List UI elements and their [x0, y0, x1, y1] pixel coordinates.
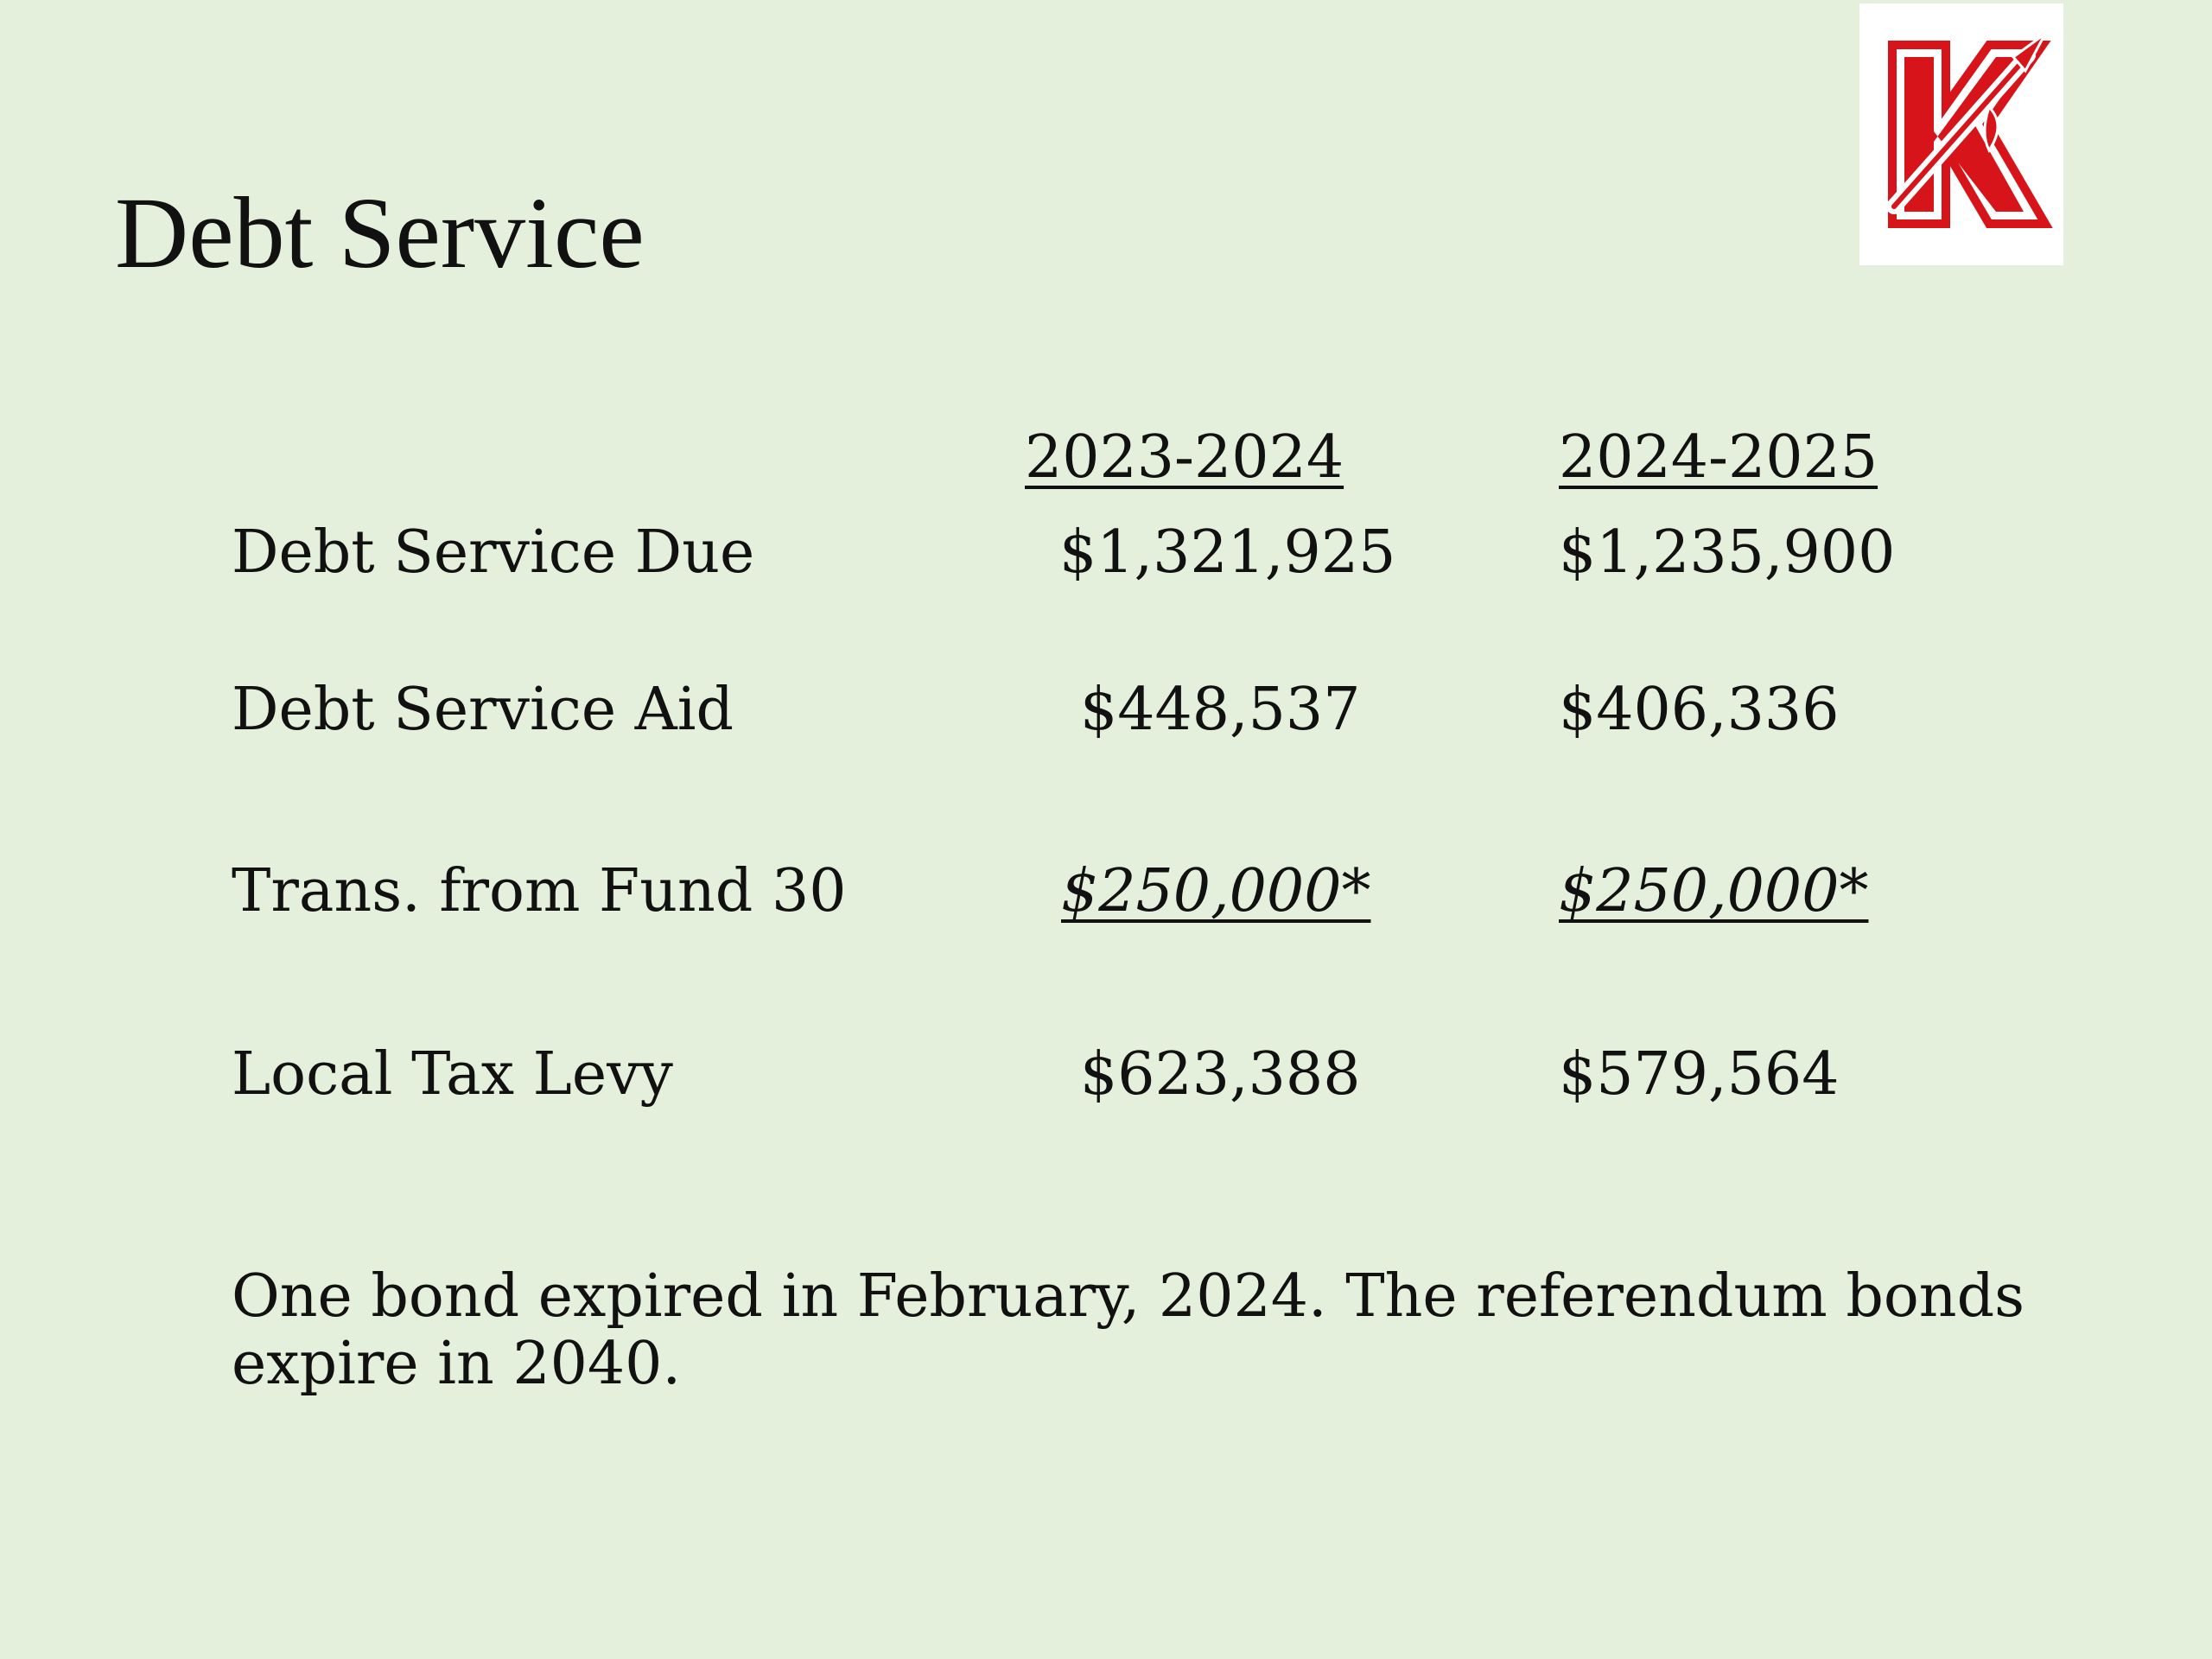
- column-header-2024-2025: 2024-2025: [1559, 423, 1878, 492]
- value-local-tax-levy-2023-2024: $623,388: [1080, 1040, 1361, 1109]
- value-trans-from-fund-30-2024-2025: $250,000*: [1559, 857, 1869, 925]
- value-local-tax-levy-2024-2025: $579,564: [1559, 1040, 1840, 1109]
- row-label-debt-service-due: Debt Service Due: [232, 518, 755, 587]
- footnote-text: One bond expired in February, 2024. The referendum bonds expire in 2040.: [232, 1262, 2025, 1398]
- slide-title: Debt Service: [115, 176, 645, 289]
- value-debt-service-aid-2023-2024: $448,537: [1080, 676, 1361, 744]
- column-header-2023-2024: 2023-2024: [1025, 423, 1344, 492]
- row-label-debt-service-aid: Debt Service Aid: [232, 676, 734, 744]
- value-debt-service-due-2024-2025: $1,235,900: [1559, 518, 1896, 587]
- value-debt-service-aid-2024-2025: $406,336: [1559, 676, 1840, 744]
- value-debt-service-due-2023-2024: $1,321,925: [1059, 518, 1396, 587]
- row-label-trans-from-fund-30: Trans. from Fund 30: [232, 857, 847, 925]
- value-trans-from-fund-30-2023-2024: $250,000*: [1061, 857, 1371, 925]
- k-spear-logo-icon: [1859, 3, 2063, 265]
- row-label-local-tax-levy: Local Tax Levy: [232, 1040, 673, 1109]
